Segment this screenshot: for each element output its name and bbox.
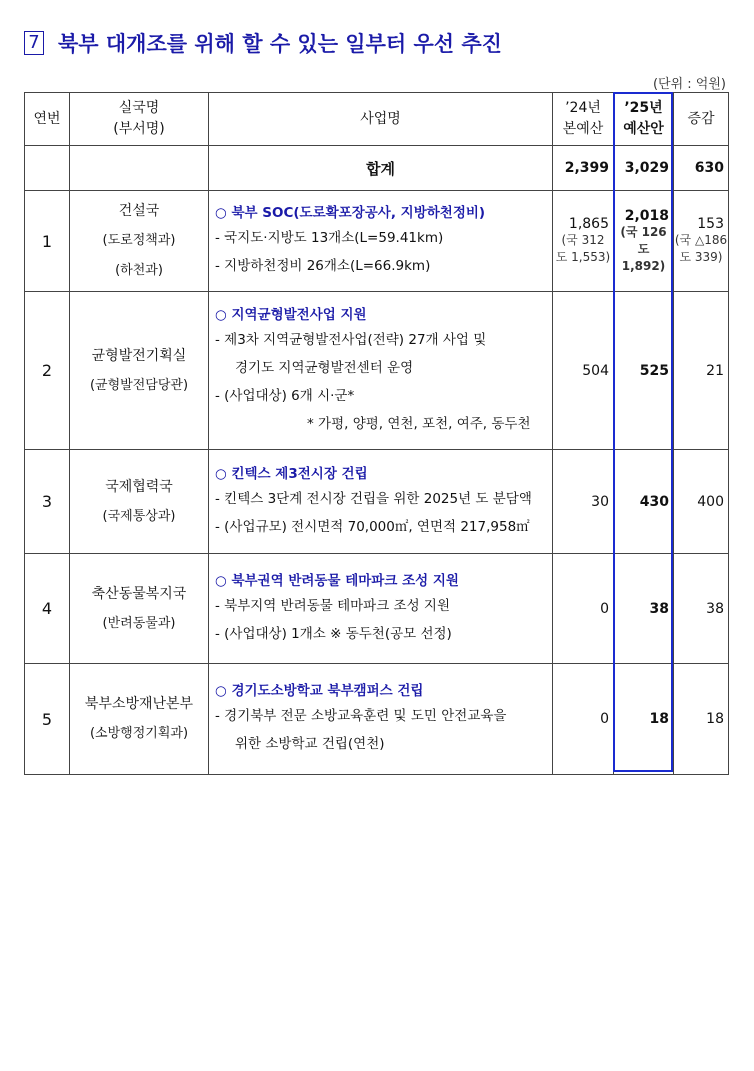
table-header-row	[25, 93, 729, 146]
row-y24: 0	[553, 554, 614, 664]
row-y25: 430	[614, 450, 674, 554]
table-row	[25, 664, 729, 775]
total-y25: 3,029	[614, 146, 674, 191]
header-biz: 사업명	[209, 93, 553, 146]
row-diff: 153 (국 △186 도 339)	[674, 191, 729, 292]
dept-name: 북부소방재난본부	[84, 696, 194, 712]
dept-sub: (도로정책과)	[102, 233, 176, 248]
table-row	[25, 554, 729, 664]
budget-table-frame	[24, 92, 728, 772]
biz-heading: ○ 킨텍스 제3전시장 건립	[215, 465, 368, 482]
header-y24-line2: 본예산	[562, 121, 604, 137]
biz-detail: - (사업대상) 6개 시·군*	[215, 387, 355, 404]
row-biz	[209, 664, 553, 775]
row-diff: 400	[674, 450, 729, 554]
biz-detail: - 킨텍스 3단계 전시장 건립을 위한 2025년 도 분담액	[215, 490, 532, 507]
header-y25-line1: ’25년	[624, 100, 663, 116]
row-diff: 38	[674, 554, 729, 664]
biz-heading: ○ 북부권역 반려동물 테마파크 조성 지원	[215, 572, 459, 589]
row-no: 3	[25, 450, 70, 554]
header-y25-line2: 예산안	[623, 121, 664, 137]
table-row	[25, 191, 729, 292]
header-no: 연번	[25, 93, 70, 146]
biz-detail: - 지방하천정비 26개소(L=66.9km)	[215, 258, 431, 274]
row-biz	[209, 292, 553, 450]
biz-detail: - (사업대상) 1개소 ※ 동두천(공모 선정)	[215, 625, 452, 642]
biz-detail: 위한 소방학교 건립(연천)	[235, 736, 385, 752]
row-biz	[209, 191, 553, 292]
dept-sub: (국제통상과)	[102, 508, 176, 524]
budget-table	[24, 92, 729, 775]
total-y24: 2,399	[553, 146, 614, 191]
biz-detail: - 북부지역 반려동물 테마파크 조성 지원	[215, 597, 450, 614]
dept-name: 균형발전기획실	[91, 347, 187, 364]
header-y24	[553, 93, 614, 146]
table-row	[25, 450, 729, 554]
row-no: 1	[25, 191, 70, 292]
biz-note: * 가평, 양평, 연천, 포천, 여주, 동두천	[307, 415, 531, 432]
total-row	[25, 146, 729, 191]
section-title-text: 북부 대개조를 위해 할 수 있는 일부터 우선 추진	[58, 32, 502, 56]
dept-name: 건설국	[118, 203, 160, 219]
dept-sub: (소방행정기획과)	[89, 726, 189, 741]
row-y24: 1,865 (국 312 도 1,553)	[553, 191, 614, 292]
row-y25: 525	[614, 292, 674, 450]
dept-name: 축산동물복지국	[91, 585, 187, 602]
row-dept	[70, 191, 209, 292]
header-dept-line1: 실국명	[118, 100, 160, 116]
biz-heading: ○ 북부 SOC(도로확포장공사, 지방하천정비)	[215, 205, 486, 221]
row-y25: 2,018 (국 126 도 1,892)	[614, 191, 674, 292]
row-dept	[70, 450, 209, 554]
biz-detail: - 경기북부 전문 소방교육훈련 및 도민 안전교육을	[215, 708, 507, 724]
biz-heading: ○ 경기도소방학교 북부캠퍼스 건립	[215, 683, 424, 699]
section-number-box: 7	[24, 31, 44, 55]
row-no: 5	[25, 664, 70, 775]
header-dept	[70, 93, 209, 146]
dept-sub: (균형발전담당관)	[89, 377, 189, 393]
total-label: 합계	[209, 146, 553, 191]
row-diff: 18	[674, 664, 729, 775]
row-dept	[70, 664, 209, 775]
unit-label: (단위 : 억원)	[652, 77, 726, 92]
row-no: 2	[25, 292, 70, 450]
row-y24: 0	[553, 664, 614, 775]
dept-sub: (하천과)	[115, 263, 163, 278]
row-no: 4	[25, 554, 70, 664]
biz-detail: - 국지도·지방도 13개소(L=59.41km)	[215, 230, 444, 246]
row-y24: 504	[553, 292, 614, 450]
biz-detail: - (사업규모) 전시면적 70,000㎡, 연면적 217,958㎡	[215, 518, 530, 535]
header-diff: 증감	[674, 93, 729, 146]
header-y25	[614, 93, 674, 146]
header-y24-line1: ’24년	[565, 100, 601, 116]
row-dept	[70, 292, 209, 450]
row-diff: 21	[674, 292, 729, 450]
table-row	[25, 292, 729, 450]
row-y24: 30	[553, 450, 614, 554]
dept-sub: (반려동물과)	[102, 615, 176, 631]
total-diff: 630	[674, 146, 729, 191]
biz-detail: 경기도 지역균형발전센터 운영	[235, 359, 414, 376]
row-biz	[209, 450, 553, 554]
row-y25: 18	[614, 664, 674, 775]
row-dept	[70, 554, 209, 664]
biz-detail: - 제3차 지역균형발전사업(전략) 27개 사업 및	[215, 331, 487, 348]
row-y25: 38	[614, 554, 674, 664]
header-dept-line2: (부서명)	[113, 121, 165, 137]
dept-name: 국제협력국	[105, 478, 173, 495]
row-biz	[209, 554, 553, 664]
biz-heading: ○ 지역균형발전사업 지원	[215, 306, 367, 323]
section-title	[24, 28, 502, 58]
